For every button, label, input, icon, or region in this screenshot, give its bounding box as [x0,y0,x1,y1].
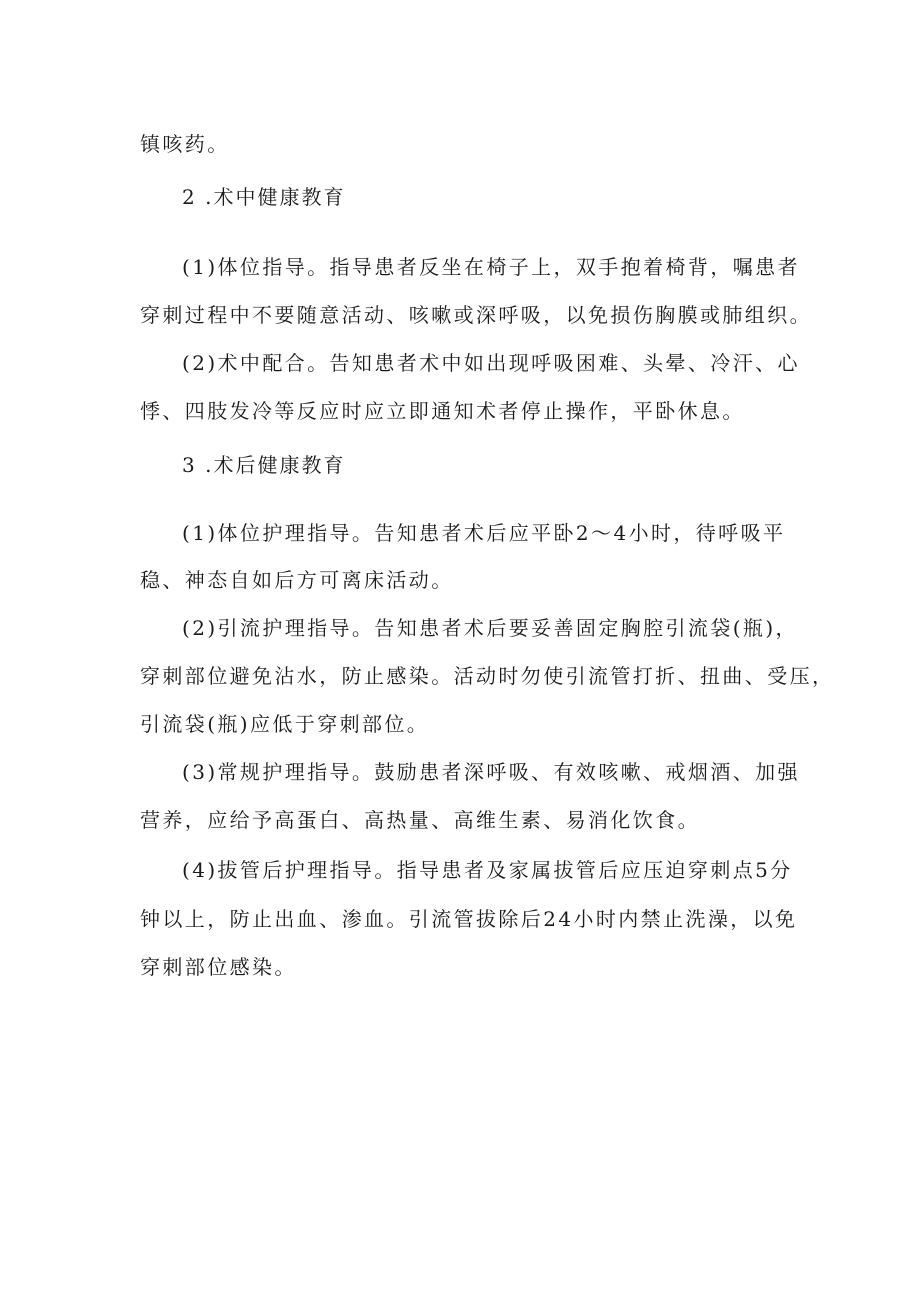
paragraph-3-1-line-1: (1)体位护理指导。告知患者术后应平卧2～4小时，待呼吸平 [182,521,786,545]
paragraph-3-2-line-2: 穿刺部位避免沾水，防止感染。活动时勿使引流管打折、扭曲、受压， [140,664,835,688]
paragraph-2-2-line-1: (2)术中配合。告知患者术中如出现呼吸困难、头晕、冷汗、心 [182,351,800,375]
paragraph-3-1-line-2: 稳、神态自如后方可离床活动。 [140,568,454,592]
section-2-heading: 2 .术中健康教育 [182,185,346,209]
paragraph-2-1-line-1: (1)体位指导。指导患者反坐在椅子上，双手抱着椅背，嘱患者 [182,255,800,279]
paragraph-3-4-line-1: (4)拔管后护理指导。指导患者及家属拔管后应压迫穿刺点5分 [182,858,793,882]
paragraph-3-3-line-1: (3)常规护理指导。鼓励患者深呼吸、有效咳嗽、戒烟酒、加强 [182,760,800,784]
paragraph-3-3-line-2: 营养，应给予高蛋白、高热量、高维生素、易消化饮食。 [140,808,700,832]
paragraph-2-1-line-2: 穿刺过程中不要随意活动、咳嗽或深呼吸，以免损伤胸膜或肺组织。 [140,303,812,327]
continuation-text: 镇咳药。 [140,132,230,156]
paragraph-3-2-line-3: 引流袋(瓶)应低于穿刺部位。 [140,712,430,736]
paragraph-2-2-line-2: 悸、四肢发冷等反应时应立即通知术者停止操作，平卧休息。 [140,399,745,423]
paragraph-3-2-line-1: (2)引流护理指导。告知患者术后要妥善固定胸腔引流袋(瓶)， [182,616,798,640]
paragraph-3-4-line-2: 钟以上，防止出血、渗血。引流管拔除后24小时内禁止洗澡，以免 [140,907,798,931]
paragraph-3-4-line-3: 穿刺部位感染。 [140,955,297,979]
section-3-heading: 3 .术后健康教育 [182,453,346,477]
